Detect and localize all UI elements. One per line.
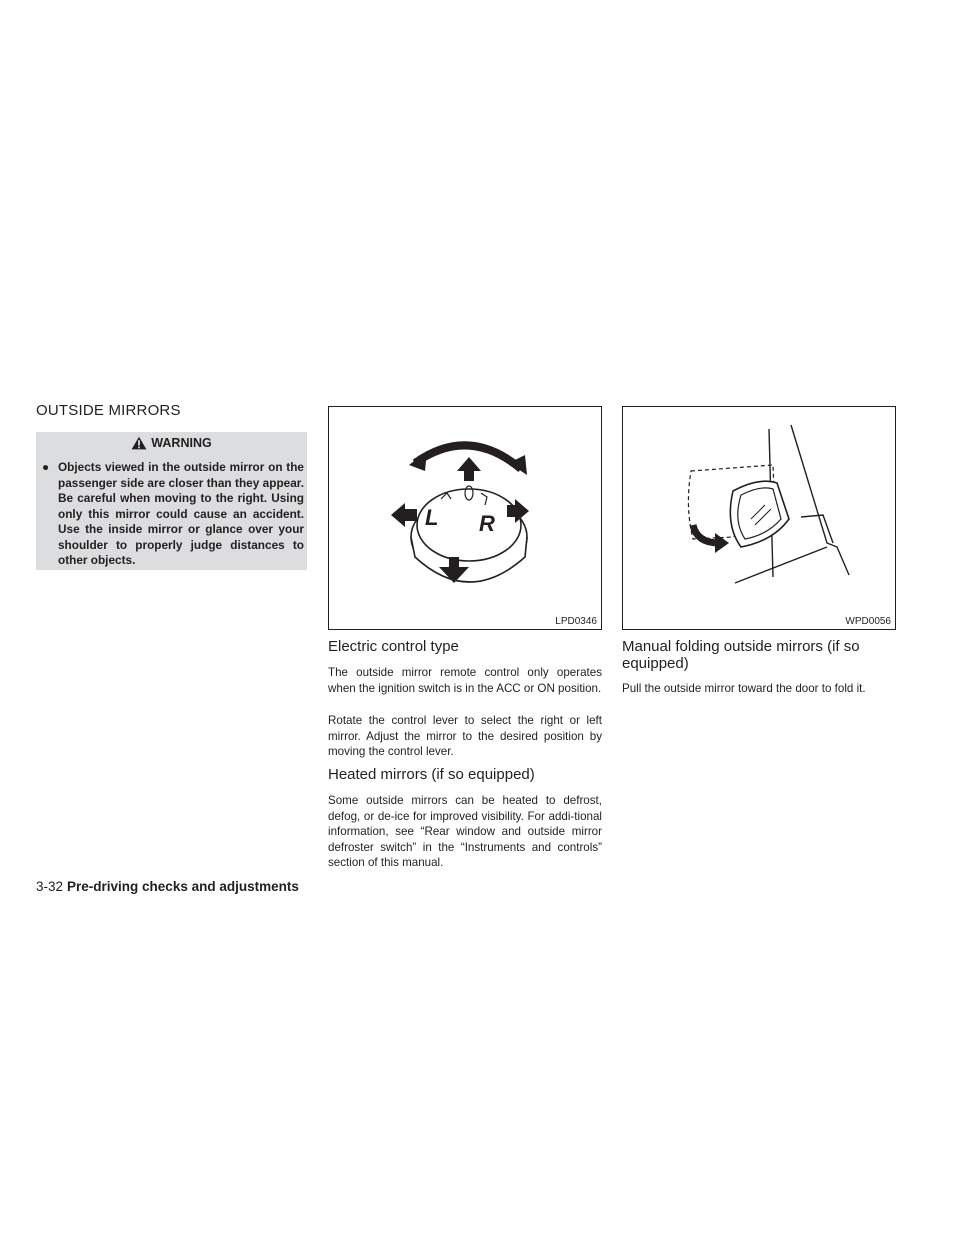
label-r: R xyxy=(479,511,495,536)
paragraph-heated-1: Some outside mirrors can be heated to defrost, defog, or de-ice for improved visibility. For addi-tional information, see “Rear window and outside mirror defroster switch” in the “Instruments and controls” section of this manual. xyxy=(328,794,602,870)
paragraph-electric-1: The outside mirror remote control only operates when the ignition switch is in the ACC or ON position. xyxy=(328,666,602,695)
figure-code: WPD0056 xyxy=(845,616,891,627)
mirror-control-figure xyxy=(328,406,602,630)
label-l: L xyxy=(425,505,439,530)
heading-manual-folding: Manual folding outside mirrors (if so equipped) xyxy=(622,638,860,672)
heading-electric-control: Electric control type xyxy=(328,638,459,655)
page-number: 3-32 xyxy=(36,879,64,894)
heading-heated-mirrors: Heated mirrors (if so equipped) xyxy=(328,766,535,783)
warning-triangle-icon xyxy=(131,436,147,450)
section-title: OUTSIDE MIRRORS xyxy=(36,402,181,419)
folding-mirror-illustration xyxy=(623,407,895,629)
folding-mirror-figure xyxy=(622,406,896,630)
warning-label: WARNING xyxy=(151,435,212,450)
paragraph-electric-2: Rotate the control lever to select the right or left mirror. Adjust the mirror to the desired position by moving the control lever. xyxy=(328,714,602,759)
warning-body xyxy=(42,460,304,569)
figure-code: LPD0346 xyxy=(555,616,597,627)
warning-header xyxy=(36,432,307,453)
page-footer xyxy=(36,879,299,894)
mirror-control-switch-illustration xyxy=(329,407,601,629)
paragraph-manual-1: Pull the outside mirror toward the door to fold it. xyxy=(622,682,866,695)
chapter-title: Pre-driving checks and adjustments xyxy=(67,879,299,894)
bullet-icon: ● xyxy=(42,460,50,474)
warning-text: Objects viewed in the outside mirror on the passenger side are closer than they appear. Be careful when moving to the right. Using only this mirror could cause an accident. Use the inside mirror or glance over your shoulder to properly judge distances to other objects. xyxy=(58,460,304,567)
warning-box xyxy=(36,432,307,570)
